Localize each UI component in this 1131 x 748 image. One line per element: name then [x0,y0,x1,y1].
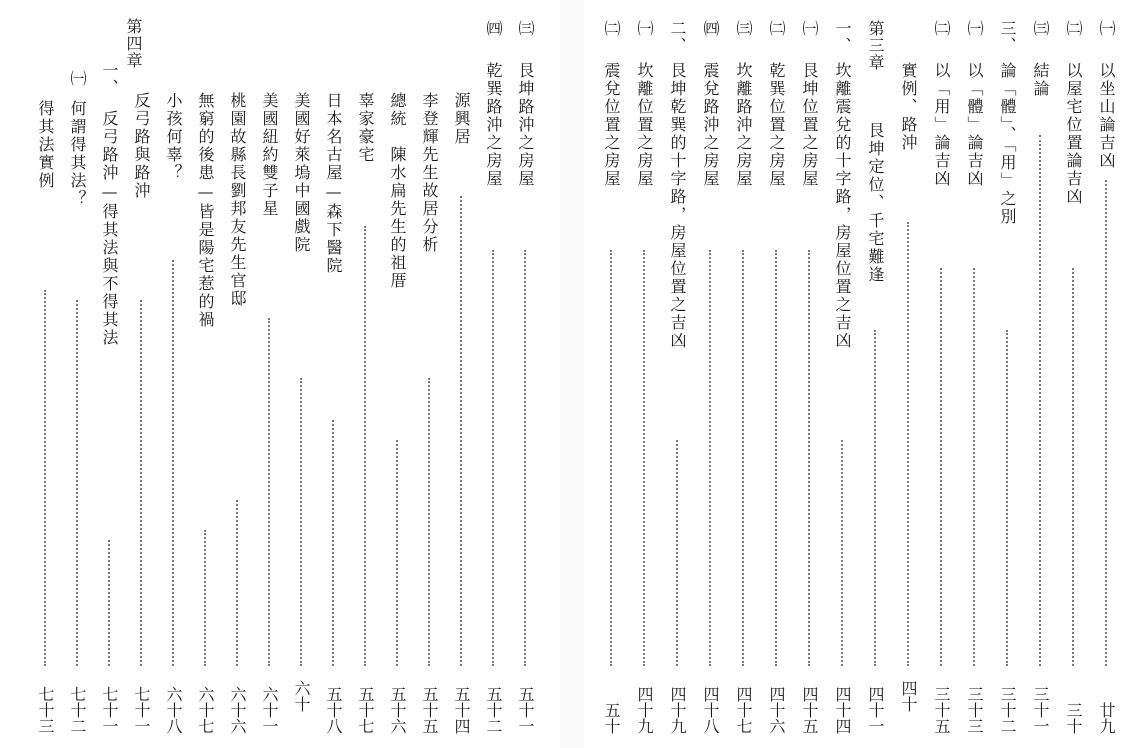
dot-leader [775,250,777,666]
entry-title: 桃園故縣長劉邦友先生官邸 [228,92,247,308]
entry-title: 無窮的後患—皆是陽宅惹的禍 [196,92,215,329]
entry-page-number: 六十一 [260,686,279,734]
dot-leader [236,500,238,666]
entry-title: 震兌位置之房屋 [602,62,621,188]
dot-leader [709,250,711,666]
toc-entry[interactable] [1091,0,1121,748]
dot-leader [1039,135,1041,666]
dot-leader [172,260,174,666]
dot-leader [808,250,810,666]
dot-leader [364,226,366,666]
dot-leader [428,378,430,666]
entry-title: 論「體」、「用」之別 [998,62,1017,226]
entry-page-number: 五十 [602,702,621,734]
dot-leader [973,268,975,666]
entry-page-number: 五十五 [420,686,439,734]
entry-page-number: 七十三 [36,686,55,734]
entry-page-number: 五十六 [388,686,407,734]
entry-title: 以「體」論吉凶 [965,62,984,188]
toc-entry[interactable] [254,0,284,748]
toc-entry[interactable] [94,0,124,748]
entry-marker: 一、 [833,20,852,54]
dot-leader [742,250,744,666]
entry-marker: ㈡ [767,20,786,37]
entry-page-number: 四十 [899,680,918,712]
entry-page-number: 五十一 [516,686,535,734]
dot-leader [492,250,494,666]
toc-entry[interactable] [30,0,60,748]
toc-entry[interactable] [350,0,380,748]
dot-leader [396,440,398,666]
toc-entry[interactable] [596,0,626,748]
dot-leader [460,196,462,666]
toc-entry[interactable] [1058,0,1088,748]
entry-page-number: 三十 [1064,702,1083,734]
entry-marker: ㈣ [701,20,720,37]
dot-leader [841,440,843,666]
toc-entry[interactable] [629,0,659,748]
entry-marker: ㈡ [1064,20,1083,37]
entry-title: 美國好萊塢中國戲院 [292,92,311,254]
book-gutter [560,0,584,748]
entry-title: 何謂得其法？ [68,100,87,208]
entry-page-number: 三十一 [1031,686,1050,734]
toc-entry[interactable] [695,0,725,748]
toc-chapter-entry[interactable] [860,0,890,748]
entry-marker: ㈠ [800,20,819,37]
entry-title: 總統 陳水扁先生的祖厝 [388,92,407,290]
toc-entry[interactable] [926,0,956,748]
chapter-heading: 第四章 [124,18,143,69]
dot-leader [940,268,942,666]
entry-title: 辜家豪宅 [356,92,375,164]
entry-marker: ㈢ [1031,20,1050,37]
toc-entry[interactable] [1025,0,1055,748]
entry-title: 源興居 [452,92,471,146]
entry-title: 艮坤乾巽的十字路，房屋位置之吉凶 [668,62,687,350]
entry-title: 艮坤位置之房屋 [800,62,819,188]
dot-leader [1072,268,1074,666]
dot-leader [643,250,645,666]
entry-title: 乾巽路沖之房屋 [484,62,503,188]
dot-leader [300,378,302,666]
entry-marker: ㈡ [602,20,621,37]
entry-marker: ㈡ [932,20,951,37]
entry-marker: ㈠ [965,20,984,37]
dot-leader [44,290,46,666]
entry-title: 艮坤定位、千宅難逢 [866,122,885,284]
dot-leader [676,440,678,666]
dot-leader [332,420,334,666]
chapter-heading: 第三章 [866,20,885,71]
entry-page-number: 四十七 [734,686,753,734]
entry-page-number: 六十八 [164,686,183,734]
toc-entry[interactable] [222,0,252,748]
entry-page-number: 三十五 [932,686,951,734]
entry-title: 實例、路沖 [899,62,918,152]
dot-leader [108,540,110,666]
entry-title: 小孩何辜？ [164,92,183,182]
entry-marker: ㈣ [484,20,503,37]
entry-marker: 一、 [100,62,119,96]
entry-title: 反弓路沖—得其法與不得其法 [100,110,119,347]
entry-title: 以「用」論吉凶 [932,62,951,188]
entry-title: 坎離震兌的十字路，房屋位置之吉凶 [833,62,852,350]
entry-page-number: 五十七 [356,686,375,734]
entry-page-number: 四十四 [833,686,852,734]
dot-leader [1105,180,1107,666]
toc-entry[interactable] [382,0,412,748]
entry-page-number: 七十二 [68,686,87,734]
toc-entry[interactable] [893,0,923,748]
entry-title: 李登輝先生故居分析 [420,92,439,254]
entry-marker: ㈢ [734,20,753,37]
toc-entry[interactable] [662,0,692,748]
toc-entry[interactable] [478,0,508,748]
entry-title: 日本名古屋—森下醫院 [324,92,343,275]
entry-page-number: 廿九 [1097,702,1116,734]
entry-page-number: 六十 [292,680,311,712]
entry-title: 結論 [1031,62,1050,98]
entry-marker: 二、 [668,20,687,54]
toc-entry[interactable] [761,0,791,748]
toc-entry[interactable] [158,0,188,748]
entry-page-number: 四十九 [668,686,687,734]
entry-page-number: 四十一 [866,686,885,734]
dot-leader [907,222,909,666]
entry-page-number: 七十一 [100,686,119,734]
entry-marker: ㈠ [68,70,87,87]
entry-marker: ㈢ [516,20,535,37]
entry-page-number: 四十五 [800,686,819,734]
dot-leader [1006,330,1008,666]
entry-marker: ㈠ [635,20,654,37]
toc-entry[interactable] [510,0,540,748]
dot-leader [268,318,270,666]
toc-entry[interactable] [286,0,316,748]
entry-title: 以坐山論吉凶 [1097,62,1116,170]
entry-title: 艮坤路沖之房屋 [516,62,535,188]
entry-page-number: 五十八 [324,686,343,734]
dot-leader [524,250,526,666]
entry-page-number: 三十二 [998,686,1017,734]
toc-entry[interactable] [728,0,758,748]
entry-page-number: 六十六 [228,686,247,734]
entry-title: 坎離位置之房屋 [635,62,654,188]
toc-entry[interactable] [414,0,444,748]
entry-page-number: 三十三 [965,686,984,734]
toc-entry[interactable] [827,0,857,748]
entry-title: 震兌路沖之房屋 [701,62,720,188]
toc-entry[interactable] [992,0,1022,748]
entry-page-number: 五十二 [484,686,503,734]
toc-entry[interactable] [446,0,476,748]
entry-page-number: 四十八 [701,686,720,734]
toc-entry[interactable] [318,0,348,748]
entry-page-number: 七十一 [132,686,151,734]
entry-page-number: 五十四 [452,686,471,734]
toc-entry[interactable] [190,0,220,748]
entry-page-number: 六十七 [196,686,215,734]
dot-leader [874,330,876,666]
entry-title: 美國紐約雙子星 [260,92,279,218]
dot-leader [76,300,78,666]
entry-title: 以屋宅位置論吉凶 [1064,62,1083,206]
toc-entry[interactable] [959,0,989,748]
entry-title: 得其法實例 [36,100,55,190]
dot-leader [204,530,206,666]
entry-title: 乾巽位置之房屋 [767,62,786,188]
entry-marker: 三、 [998,20,1017,54]
entry-page-number: 四十九 [635,686,654,734]
entry-page-number: 四十六 [767,686,786,734]
toc-entry[interactable] [62,0,92,748]
toc-entry[interactable] [794,0,824,748]
dot-leader [610,250,612,666]
entry-title: 坎離路沖之房屋 [734,62,753,188]
entry-marker: ㈠ [1097,20,1116,37]
entry-title: 反弓路與路沖 [132,92,151,200]
